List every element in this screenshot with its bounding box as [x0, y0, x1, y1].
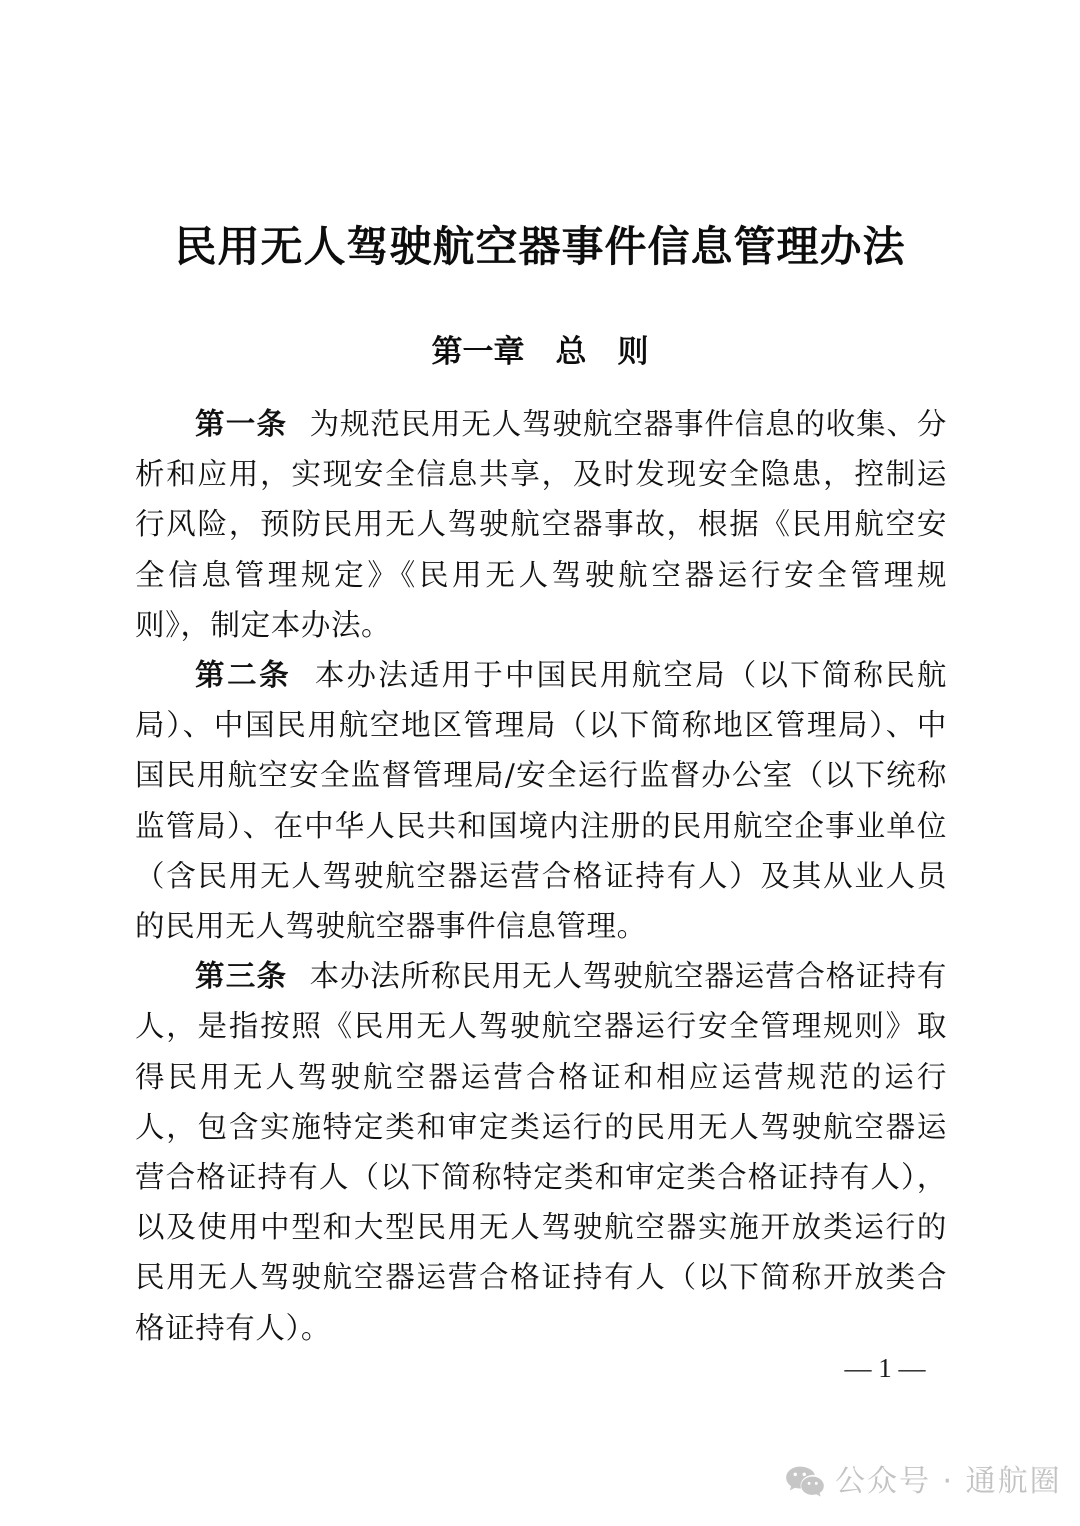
article-1 [135, 399, 947, 650]
article-1-label: 第一条 [195, 407, 288, 441]
article-2 [135, 650, 947, 951]
article-2-text: 本办法适用于中国民用航空局（以下简称民航局）、中国民用航空地区管理局（以下简称地区管理局）、中国民用航空安全监督管理局/安全运行监督办公室（以下统称监管局）、在中华人民共和国境内注册的民用航空企事业单位（含民用无人驾驶航空器运营合格证持有人）及其从业人员的民用无人驾驶航空器事件信息管理。 [135, 658, 947, 944]
page-number-value: — 1 — [844, 1353, 926, 1383]
page-number [0, 1353, 1080, 1384]
watermark [786, 1466, 1062, 1498]
article-3-text: 本办法所称民用无人驾驶航空器运营合格证持有人，是指按照《民用无人驾驶航空器运行安全管理规则》取得民用无人驾驶航空器运营合格证和相应运营规范的运行人，包含实施特定类和审定类运行的民用无人驾驶航空器运营合格证持有人（以下简称特定类和审定类合格证持有人），以及使用中型和大型民用无人驾驶航空器实施开放类运行的民用无人驾驶航空器运营合格证持有人（以下简称开放类合格证持有人）。 [135, 959, 947, 1345]
article-3 [135, 951, 947, 1353]
wechat-icon [786, 1466, 824, 1498]
article-1-text: 为规范民用无人驾驶航空器事件信息的收集、分析和应用，实现安全信息共享，及时发现安全隐患，控制运行风险，预防民用无人驾驶航空器事故，根据《民用航空安全信息管理规定》《民用无人驾驶航空器运行安全管理规则》，制定本办法。 [135, 407, 947, 642]
watermark-text: 公众号 · 通航圈 [835, 1464, 1062, 1499]
page-title: 民用无人驾驶航空器事件信息管理办法 [174, 222, 906, 271]
chapter-heading: 第一章 总 则 [431, 334, 649, 370]
document-body [135, 399, 947, 1353]
article-2-label: 第二条 [195, 658, 292, 693]
article-3-label: 第三条 [195, 959, 288, 994]
